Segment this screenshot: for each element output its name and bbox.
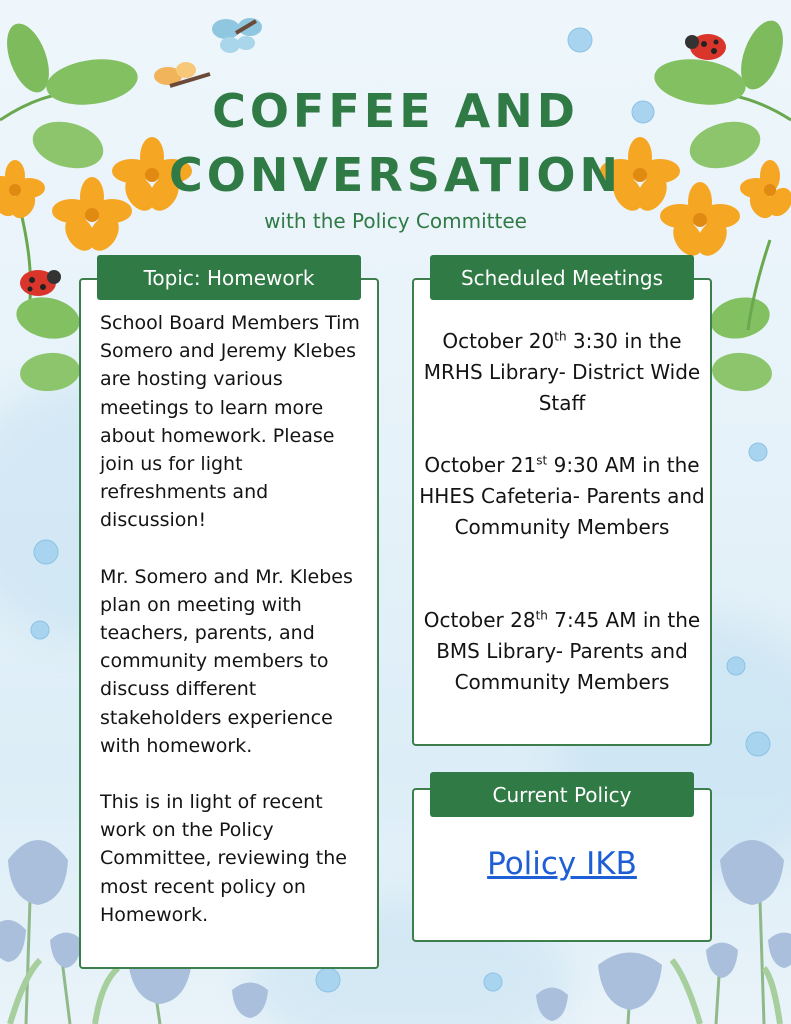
meetings-tab: Scheduled Meetings [430, 255, 694, 300]
meeting-details: 3:30 in the MRHS Library- District Wide Staff [423, 329, 701, 415]
meeting-date-suffix: th [535, 608, 548, 623]
meeting-details: 7:45 AM in the BMS Library- Parents and Community Members [436, 608, 701, 694]
butterfly-icon-blue [212, 18, 262, 53]
topic-paragraph: This is in light of recent work on the Policy Committee, reviewing the most recent policy on Homework. [100, 791, 347, 926]
meeting-date: October 21 [424, 453, 537, 477]
meeting-date: October 28 [423, 608, 536, 632]
policy-ikb-link[interactable]: Policy IKB [487, 846, 637, 882]
page-title-line2: CONVERSATION [168, 148, 623, 202]
topic-tab: Topic: Homework [97, 255, 361, 300]
ladybug-icon-left [20, 270, 61, 296]
policy-tab: Current Policy [430, 772, 694, 817]
meeting-details: 9:30 AM in the HHES Cafeteria- Parents and Community Members [419, 453, 705, 539]
meeting-date-suffix: th [554, 329, 567, 344]
meeting-item [418, 450, 706, 543]
ladybug-icon-right [685, 34, 726, 60]
butterfly-icon-orange [154, 62, 210, 86]
meeting-date-suffix: st [536, 453, 548, 468]
meeting-item [418, 326, 706, 419]
topic-description [100, 309, 372, 957]
meeting-date: October 20 [442, 329, 555, 353]
page-subtitle: with the Policy Committee [264, 209, 527, 233]
page-title-line1: COFFEE AND [212, 84, 579, 138]
topic-paragraph: School Board Members Tim Somero and Jeremy Klebes are hosting various meetings to learn more about homework. Please join us for light refreshments and discussion! [100, 312, 360, 532]
topic-paragraph: Mr. Somero and Mr. Klebes plan on meeting with teachers, parents, and community members to discuss different stakeholders experience with homework. [100, 565, 353, 757]
meeting-item [418, 605, 706, 698]
